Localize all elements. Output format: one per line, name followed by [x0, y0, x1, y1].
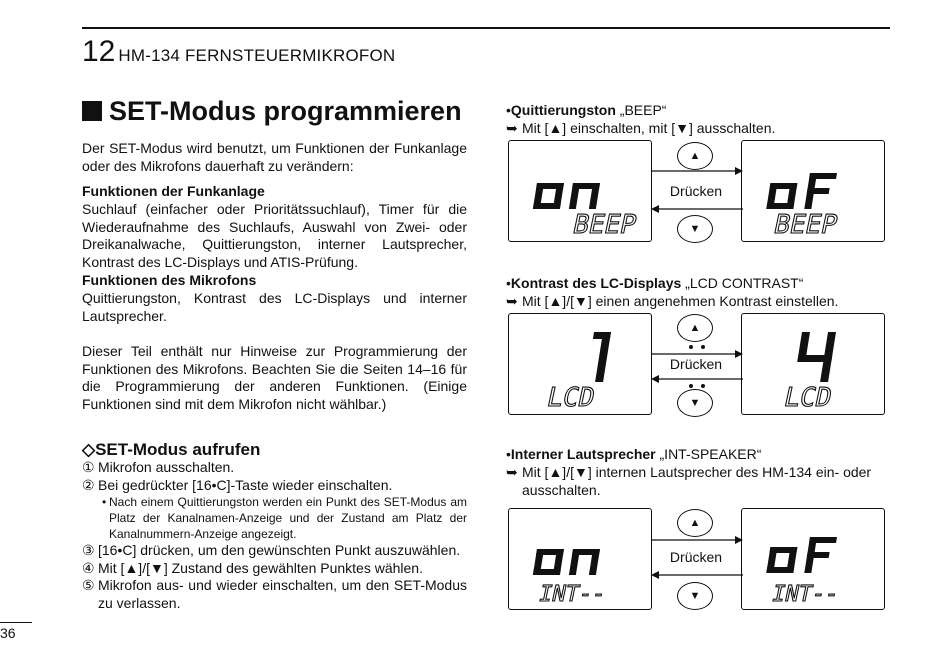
lcd-segments [509, 314, 651, 414]
page-title-text: SET-Modus programmieren [109, 96, 462, 126]
lcd-sub-text: INT-- [769, 581, 842, 607]
bullet: • [506, 275, 511, 291]
lcd-display-contrast-1 [508, 313, 652, 415]
lcd-display-beep-on [508, 140, 652, 242]
down-button[interactable]: ▼ [677, 582, 713, 610]
step-marker: ② [82, 476, 95, 493]
chapter-number: 12 [82, 35, 116, 68]
step-text: Mit [▲]/[▼] Zustand des gewählten Punktes wählen. [98, 559, 423, 576]
bullet: • [102, 495, 107, 510]
down-button[interactable]: ▼ [677, 215, 713, 243]
intro-paragraph: Der SET-Modus wird benutzt, um Funktionen der Funkanlage oder des Mikrofons dauerhaft zu verändern: [82, 140, 467, 174]
setting-instruction: Mit [▲]/[▼] einen angenehmen Kontrast einstellen. [522, 293, 839, 309]
lcd-segments [509, 509, 651, 609]
press-label: Drücken [669, 549, 723, 565]
arrow-icon: ➥ [506, 464, 518, 480]
setting-name: Kontrast des LC-Displays [510, 275, 682, 291]
setting-code: „LCD CONTRAST“ [681, 275, 804, 291]
down-button[interactable]: ▼ [677, 389, 713, 417]
step-note-text: Nach einem Quittierungston werden ein Punkt des SET-Modus am Platz der Kanalnamen-Anzeige und der Zustand am Platz der Kanalnummern-Anzeige angezeigt. [109, 495, 467, 542]
step-text: Mikrofon aus- und wieder einschalten, um den SET-Modus zu verlassen. [98, 577, 467, 611]
lcd-display-speaker-off [741, 508, 885, 610]
mikro-paragraph: Quittierungston, Kontrast des LC-Displays und interner Lautsprecher. [82, 290, 467, 324]
header-rule [82, 27, 890, 29]
setting-name: Interner Lautsprecher [510, 446, 656, 462]
mikro-heading: Funktionen des Mikrofons [82, 272, 257, 288]
step-4 [82, 560, 467, 578]
set-mode-heading: ◇SET-Modus aufrufen [82, 440, 261, 459]
square-bullet-icon [82, 101, 102, 121]
lcd-sub-text: BEEP [771, 210, 841, 240]
funk-paragraph: Suchlauf (einfacher oder Prioritätssuchlauf), Timer für die Wiederaufnahme des Suchlaufs, Auswahl von Zwei- oder Dreikanalwache, Quittierungston, interner Lautsprecher, Kontrast des LC-Displays und ATIS-Prüfung. [82, 201, 467, 270]
step-marker: ⑤ [82, 577, 95, 594]
setting-instruction: Mit [▲] einschalten, mit [▼] ausschalten. [522, 120, 776, 136]
lcd-sub-text: LCD [781, 383, 835, 413]
step-2-note [82, 494, 467, 542]
step-marker: ③ [82, 542, 95, 559]
setting-code: „INT-SPEAKER“ [655, 446, 762, 462]
lcd-display-speaker-on [508, 508, 652, 610]
beep-section [506, 101, 896, 137]
lcd-sub-text: BEEP [570, 210, 640, 240]
chapter-header [82, 35, 395, 69]
funk-heading: Funktionen der Funkanlage [82, 183, 265, 199]
setting-instruction: Mit [▲]/[▼] internen Lautsprecher des HM-134 ein- oder ausschalten. [522, 464, 872, 498]
note-paragraph: Dieser Teil enthält nur Hinweise zur Programmierung der Funktionen des Mikrofons. Beachten Sie die Seiten 14–16 für die Programmierung der anderen Funktionen. (Einige Funktionen sind mit dem Mikrofon nicht wählbar.) [82, 343, 467, 412]
arrow-icon: ➥ [506, 293, 518, 309]
lcd-sub-text: INT-- [536, 581, 609, 607]
chapter-title: HM-134 FERNSTEUERMIKROFON [118, 46, 396, 65]
page-number-rule [0, 622, 32, 623]
setting-code: „BEEP“ [615, 102, 667, 118]
page-number: 36 [0, 625, 16, 641]
lcd-segments [509, 141, 651, 241]
step-3 [82, 542, 467, 560]
press-label: Drücken [669, 183, 723, 199]
step-2 [82, 477, 467, 495]
lcd-segments [742, 141, 884, 241]
lcd-segments [742, 509, 884, 609]
page-title [82, 96, 462, 127]
speaker-section [506, 445, 896, 499]
step-5 [82, 577, 467, 612]
up-button[interactable]: ▲ [677, 314, 713, 342]
step-marker: ① [82, 459, 95, 475]
arrow-icon: ➥ [506, 120, 518, 136]
setting-name: Quittierungston [510, 102, 616, 118]
up-button[interactable]: ▲ [677, 509, 713, 537]
contrast-section [506, 274, 896, 310]
step-text: [16•C] drücken, um den gewünschten Punkt auszuwählen. [98, 542, 461, 559]
step-text: Bei gedrückter [16•C]-Taste wieder einschalten. [98, 476, 393, 493]
set-mode-steps [82, 459, 467, 613]
lcd-display-contrast-4 [741, 313, 885, 415]
bullet: • [506, 446, 511, 462]
lcd-display-beep-off [741, 140, 885, 242]
lcd-segments [742, 314, 884, 414]
lcd-sub-text: LCD [544, 383, 598, 413]
press-label: Drücken [669, 356, 723, 372]
step-1 [82, 459, 467, 477]
step-marker: ④ [82, 559, 95, 576]
step-text: Mikrofon ausschalten. [98, 459, 235, 475]
bullet: • [506, 102, 511, 118]
up-button[interactable]: ▲ [677, 142, 713, 170]
